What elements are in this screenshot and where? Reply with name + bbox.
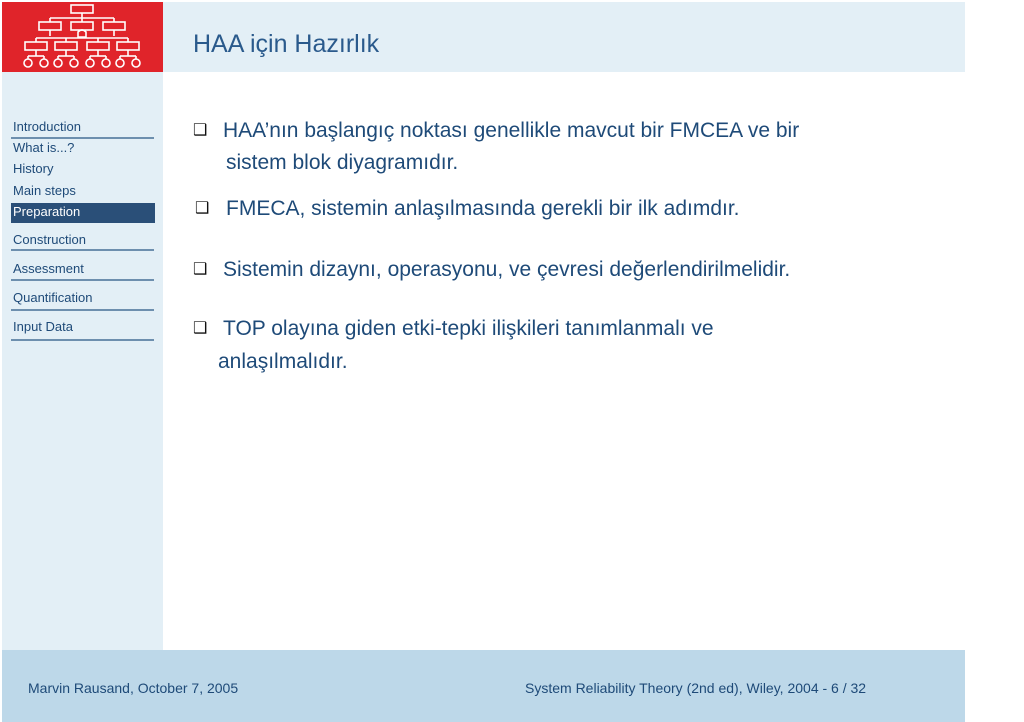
- sidebar-item-preparation[interactable]: Preparation: [11, 203, 155, 223]
- sidebar-item-main-steps[interactable]: Main steps: [13, 183, 76, 198]
- checkbox-bullet-icon: ❑: [193, 261, 208, 278]
- checkbox-bullet-icon: ❑: [193, 320, 208, 337]
- divider: [11, 279, 154, 281]
- sidebar-item-what-is[interactable]: What is...?: [13, 140, 75, 155]
- bullet-text: TOP olayına giden etki-tepki ilişkileri tanımlanmalı ve: [223, 317, 714, 340]
- bullet-text: HAA’nın başlangıç noktası genellikle mavcut bir FMCEA ve bir: [223, 119, 800, 142]
- divider: [11, 249, 154, 251]
- bullet-text: sistem blok diyagramıdır.: [226, 151, 459, 174]
- sidebar-item-quantification[interactable]: Quantification: [13, 290, 93, 305]
- checkbox-bullet-icon: ❑: [193, 122, 208, 139]
- footer-author-date: Marvin Rausand, October 7, 2005: [28, 680, 239, 696]
- page-title: HAA için Hazırlık: [193, 30, 380, 58]
- sidebar-item-assessment[interactable]: Assessment: [13, 261, 84, 276]
- sidebar: [2, 72, 163, 650]
- sidebar-item-construction[interactable]: Construction: [13, 232, 86, 247]
- divider: [11, 309, 154, 311]
- bullet-text: anlaşılmalıdır.: [218, 350, 348, 373]
- divider: [11, 339, 154, 341]
- sidebar-item-history[interactable]: History: [13, 161, 54, 176]
- bullet-text: FMECA, sistemin anlaşılmasında gerekli bir ilk adımdır.: [226, 197, 740, 220]
- bullet-text: Sistemin dizaynı, operasyonu, ve çevresi değerlendirilmelidir.: [223, 258, 791, 281]
- checkbox-bullet-icon: ❑: [195, 200, 210, 217]
- sidebar-item-input-data[interactable]: Input Data: [13, 319, 73, 334]
- fault-tree-logo-icon: [2, 2, 163, 72]
- footer-book-page: System Reliability Theory (2nd ed), Wiley, 2004 - 6 / 32: [525, 680, 867, 696]
- sidebar-item-introduction[interactable]: Introduction: [13, 119, 81, 134]
